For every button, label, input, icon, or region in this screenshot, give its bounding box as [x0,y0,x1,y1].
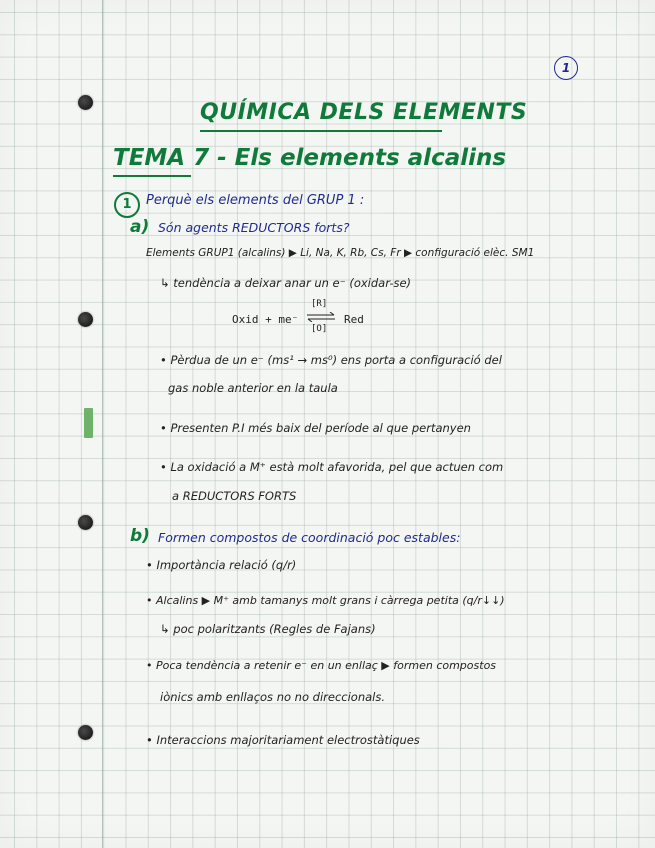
section-b-heading: Formen compostos de coordinació poc estables: [158,530,461,545]
equilibrium-arrow-icon [306,312,336,322]
equation-left: Oxid + me⁻ [232,313,299,326]
bullet-tendencia-line2: iònics amb enllaços no no direccionals. [160,690,386,704]
page-number: 1 [554,56,578,80]
title-underline [200,130,442,132]
bullet-alcalins-line2: ↳ poc polaritzants (Regles de Fajans) [160,622,376,636]
binder-hole [78,312,93,327]
section-a-heading: Són agents REDUCTORS forts? [158,220,350,235]
equation-top-label: [R] [311,299,328,309]
equation-right: Red [344,313,364,326]
margin-line [102,0,103,848]
question-number: 1 [114,192,140,218]
bullet-importancia: • Importància relació (q/r) [146,558,297,572]
bullet-tendencia-line1: • Poca tendència a retenir e⁻ en un enllaç ▶ formen compostos [146,659,497,672]
bullet-presenten: • Presenten P.I més baix del període al que pertanyen [160,421,471,435]
line-elements-group: Elements GRUP1 (alcalins) ▶ Li, Na, K, Rb, Cs, Fr ▶ configuració elèc. SM1 [146,247,535,259]
binder-hole [78,515,93,530]
page-title: QUÍMICA DELS ELEMENTS [200,100,528,125]
question-text: Perquè els elements del GRUP 1 : [146,193,365,208]
tema-heading: TEMA 7 - Els elements alcalins [113,145,507,171]
section-b-label: b) [130,526,150,546]
green-sticker [84,408,93,438]
bullet-alcalins-line1: • Alcalins ▶ M⁺ amb tamanys molt grans i càrrega petita (q/r↓↓) [146,594,505,607]
binder-hole [78,725,93,740]
bullet-perdua-line2: gas noble anterior en la taula [168,381,338,395]
bullet-perdua-line1: • Pèrdua de un e⁻ (ms¹ → ms⁰) ens porta a configuració del [160,353,502,367]
bullet-interaccions: • Interaccions majoritariament electrostàtiques [146,733,420,747]
tema-underline [113,175,191,177]
binder-hole [78,95,93,110]
bullet-oxidacio-line1: • La oxidació a M⁺ està molt afavorida, pel que actuen com [160,460,504,474]
bullet-oxidacio-line2: a REDUCTORS FORTS [172,489,297,503]
equation-bottom-label: [O] [311,324,328,334]
line-tendencia: ↳ tendència a deixar anar un e⁻ (oxidar-se) [160,276,412,290]
section-a-label: a) [130,217,150,237]
